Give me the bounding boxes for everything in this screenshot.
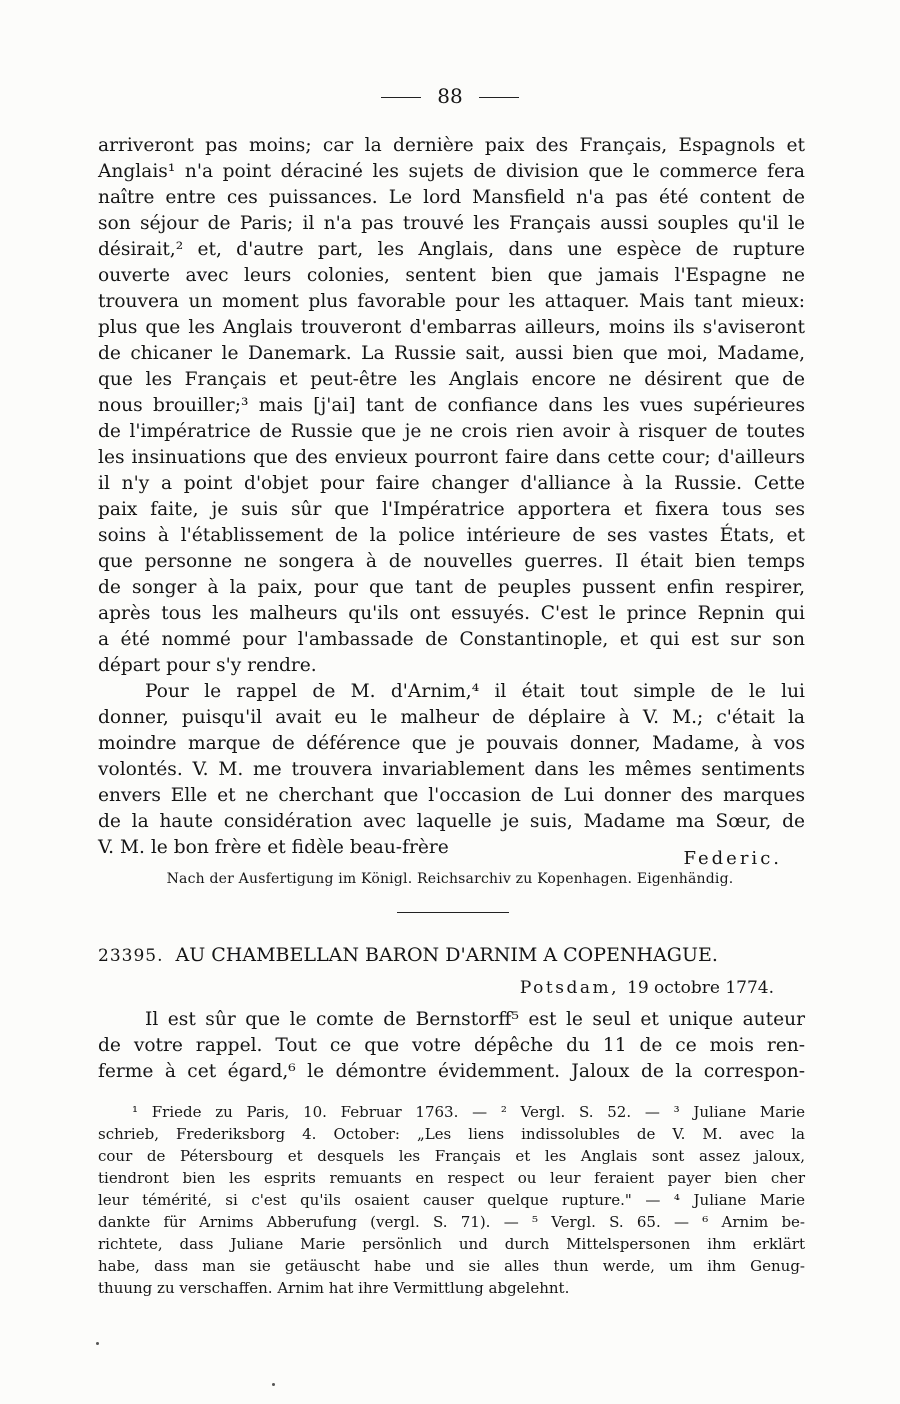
letter-line: son séjour de Paris; il n'a pas trouvé les Français aussi souples qu'il le [98, 213, 805, 234]
next-letter-line: Il est sûr que le comte de Bernstorff⁵ est le seul et unique auteur [145, 1009, 805, 1030]
footnote-line: tiendront bien les esprits remuants en respect ou leur feraient payer bien cher [98, 1169, 805, 1187]
letter-line: nous brouiller;³ mais [j'ai] tant de confiance dans les vues supérieures [98, 395, 805, 416]
print-speck [96, 1342, 99, 1345]
footnote-line: schrieb, Frederiksborg 4. October: „Les liens indissolubles de V. M. avec la [98, 1125, 805, 1143]
footnote-line: ¹ Friede zu Paris, 10. Februar 1763. — ² Vergl. S. 52. — ³ Juliane Marie [132, 1103, 805, 1121]
footnote-line: dankte für Arnims Abberufung (vergl. S. 71). — ⁵ Vergl. S. 65. — ⁶ Arnim be- [98, 1213, 805, 1231]
page-number-row [0, 84, 900, 108]
letter-line: envers Elle et ne cherchant que l'occasion de Lui donner des marques [98, 785, 805, 806]
letter-line: moindre marque de déférence que je pouvais donner, Madame, à vos [98, 733, 805, 754]
letter-line: Anglais¹ n'a point déraciné les sujets de division que le commerce fera [98, 161, 805, 182]
letter-line: a été nommé pour l'ambassade de Constantinople, et qui est sur son [98, 629, 805, 650]
print-speck [272, 1383, 275, 1386]
letter-line: trouvera un moment plus favorable pour les attaquer. Mais tant mieux: [98, 291, 805, 312]
next-letter-line: ferme à cet égard,⁶ le démontre évidemment. Jaloux de la correspon- [98, 1061, 805, 1082]
letter-line: soins à l'établissement de la police intérieure de ses vastes États, et [98, 525, 805, 546]
letter-line: plus que les Anglais trouveront d'embarras ailleurs, moins ils s'aviseront [98, 317, 805, 338]
section-separator [397, 912, 509, 913]
footnote-line: thuung zu verschaffen. Arnim hat ihre Vermittlung abgelehnt. [98, 1279, 570, 1297]
letter-line: de l'impératrice de Russie que je ne crois rien avoir à risquer de toutes [98, 421, 805, 442]
letter-line: Pour le rappel de M. d'Arnim,⁴ il était tout simple de le lui [145, 681, 805, 702]
letter-line: il n'y a point d'objet pour faire changer d'alliance à la Russie. Cette [98, 473, 805, 494]
letter-title: AU CHAMBELLAN BARON D'ARNIM A COPENHAGUE. [175, 944, 718, 966]
letter-line: les insinuations que des envieux pourront faire dans cette cour; d'ailleurs [98, 447, 805, 468]
dateline [520, 978, 774, 998]
page-number: 88 [437, 84, 463, 108]
letter-line: après tous les malheurs qu'ils ont essuyés. C'est le prince Repnin qui [98, 603, 805, 624]
footnote-line: cour de Pétersbourg et desquels les Français et les Anglais sont assez jaloux, [98, 1147, 805, 1165]
letter-line: naître entre ces puissances. Le lord Mansfield n'a pas été content de [98, 187, 805, 208]
letter-line: départ pour s'y rendre. [98, 655, 317, 676]
letter-line: de la haute considération avec laquelle je suis, Madame ma Sœur, de [98, 811, 805, 832]
letter-line: arriveront pas moins; car la dernière paix des Français, Espagnols et [98, 135, 805, 156]
signature: Federic. [683, 848, 782, 869]
source-note: Nach der Ausfertigung im Königl. Reichsarchiv zu Kopenhagen. Eigenhändig. [166, 871, 734, 887]
letter-line: ouverte avec leurs colonies, sentent bien que jamais l'Espagne ne [98, 265, 805, 286]
letter-line: volontés. V. M. me trouvera invariablement dans les mêmes sentiments [98, 759, 805, 780]
dateline-place: Potsdam, [519, 978, 619, 998]
footnote-line: habe, dass man sie getäuscht habe und sie alles thun werde, um ihm Genug- [98, 1257, 805, 1275]
letter-line: donner, puisqu'il avait eu le malheur de déplaire à V. M.; c'était la [98, 707, 805, 728]
page-number-dash-left [381, 97, 421, 98]
letter-number: 23395. [98, 946, 164, 966]
footnote-line: richtete, dass Juliane Marie persönlich und durch Mittelspersonen ihm erklärt [98, 1235, 805, 1253]
letter-line: V. M. le bon frère et fidèle beau-frère [98, 837, 449, 858]
dateline-date: 19 octobre 1774. [627, 978, 774, 998]
page-number-dash-right [479, 97, 519, 98]
next-letter-line: de votre rappel. Tout ce que votre dépêche du 11 de ce mois ren- [98, 1035, 805, 1056]
letter-line: que les Français et peut-être les Anglais encore ne désirent que de [98, 369, 805, 390]
letter-line: de chicaner le Danemark. La Russie sait, aussi bien que moi, Madame, [98, 343, 805, 364]
footnote-line: leur témérité, si c'est qu'ils osaient causer quelque rupture." — ⁴ Juliane Marie [98, 1191, 805, 1209]
letter-heading [98, 944, 805, 966]
letter-line: que personne ne songera à de nouvelles guerres. Il était bien temps [98, 551, 805, 572]
letter-line: paix faite, je suis sûr que l'Impératrice apportera et fixera tous ses [98, 499, 805, 520]
letter-line: de songer à la paix, pour que tant de peuples pussent enfin respirer, [98, 577, 805, 598]
letter-line: désirait,² et, d'autre part, les Anglais, dans une espèce de rupture [98, 239, 805, 260]
